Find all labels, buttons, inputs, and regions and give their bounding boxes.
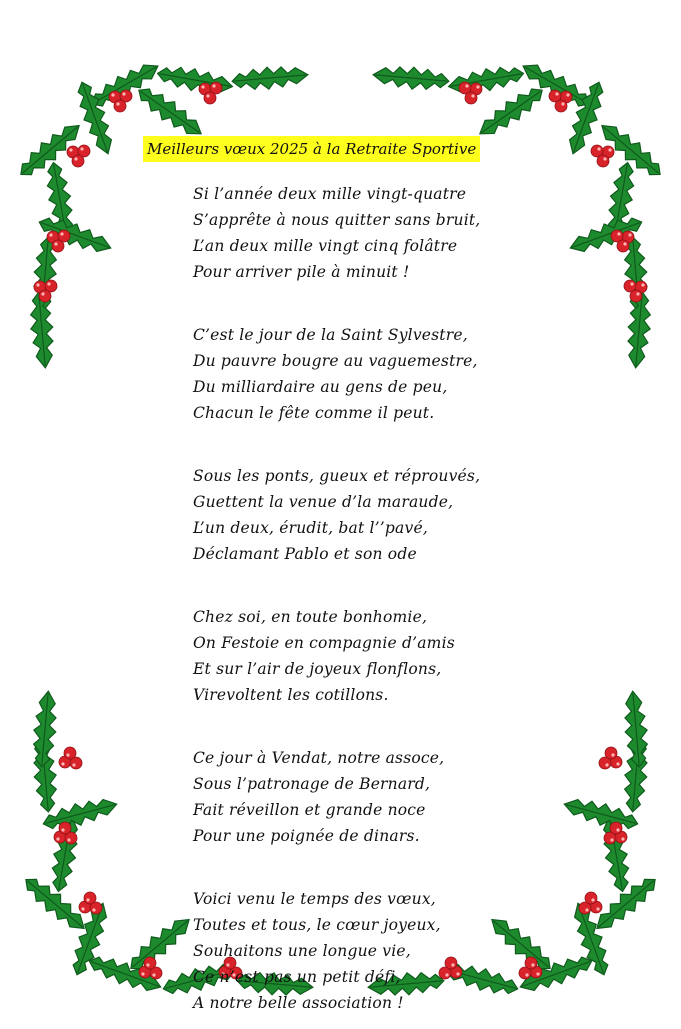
poem-line: S’apprête à nous quitter sans bruit, [193,211,481,229]
stanza [193,181,553,285]
poem [193,181,553,1016]
stanza [193,745,553,849]
poem-line: A notre belle association ! [193,994,404,1012]
poem-line: Et sur l’air de joyeux flonflons, [193,660,442,678]
poem-line: Du pauvre bougre au vaguemestre, [193,352,478,370]
stanza [193,463,553,567]
poem-line: Pour arriver pile à minuit ! [193,263,410,281]
poem-line: Virevoltent les cotillons. [193,686,389,704]
poem-line: L’un deux, érudit, bat l’’pavé, [193,519,428,537]
stanza [193,322,553,426]
page-title: Meilleurs vœux 2025 à la Retraite Sportive [143,136,480,162]
poem-line: Déclamant Pablo et son ode [193,545,417,563]
stanza [193,886,553,1016]
poem-line: Guettent la venue d’la maraude, [193,493,454,511]
poem-line: Du milliardaire au gens de peu, [193,378,448,396]
poem-line: Voici venu le temps des vœux, [193,890,436,908]
poem-line: Souhaitons une longue vie, [193,942,411,960]
stanza [193,604,553,708]
poem-line: Si l’année deux mille vingt-quatre [193,185,467,203]
poem-line: Pour une poignée de dinars. [193,827,420,845]
poem-line: Ce jour à Vendat, notre assoce, [193,749,445,767]
poem-line: On Festoie en compagnie d’amis [193,634,455,652]
poem-line: Sous l’patronage de Bernard, [193,775,431,793]
poem-line: Chacun le fête comme il peut. [193,404,435,422]
poem-line: Chez soi, en toute bonhomie, [193,608,428,626]
poem-line: Sous les ponts, gueux et réprouvés, [193,467,481,485]
poem-line: Fait réveillon et grande noce [193,801,426,819]
poem-line: C’est le jour de la Saint Sylvestre, [193,326,468,344]
poem-line: Ce n’est pas un petit défi, [193,968,401,986]
poem-line: Toutes et tous, le cœur joyeux, [193,916,441,934]
poem-line: L’an deux mille vingt cinq folâtre [193,237,458,255]
